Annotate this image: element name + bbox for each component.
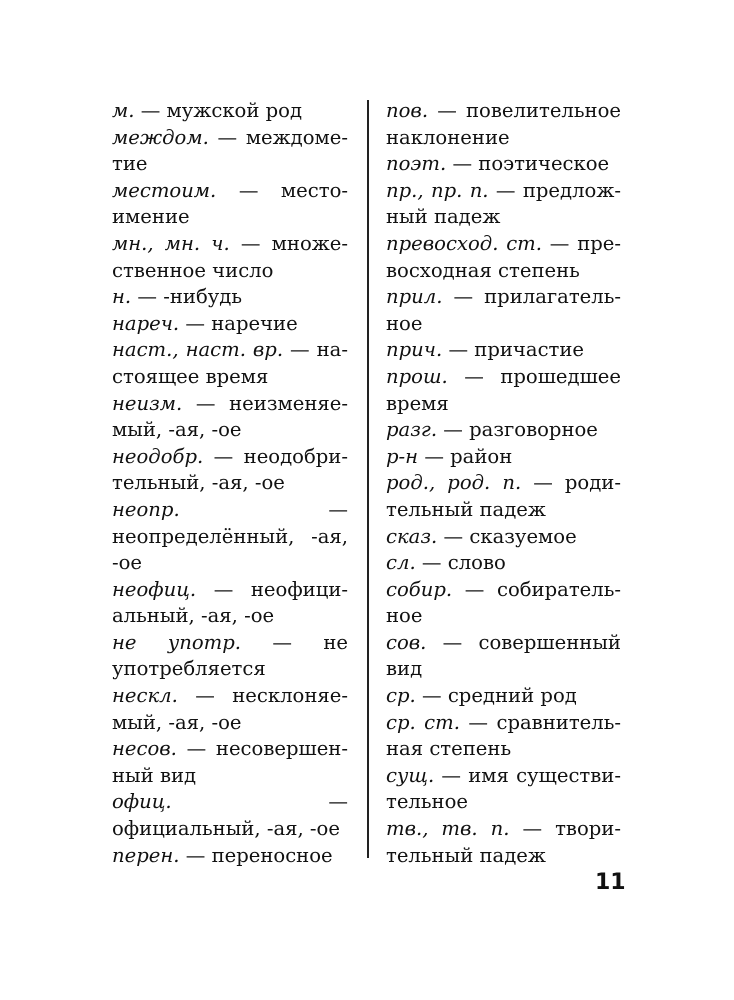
definition: прошедшее время [386, 364, 621, 415]
abbreviation: несов. [112, 737, 177, 761]
definition: несклоняемый, -ая, -ое [112, 684, 348, 734]
abbreviation: пов. [386, 99, 429, 122]
dash: — [185, 843, 206, 867]
definition: переносное [211, 843, 333, 867]
abbreviation-entry [112, 789, 348, 842]
abbreviation-entry [386, 630, 621, 683]
dash: — [421, 551, 442, 575]
definition: предложный падеж [386, 178, 621, 229]
definition: прилагательное [386, 285, 622, 335]
definition: разговорное [469, 418, 598, 442]
dash: — [443, 524, 464, 548]
abbreviation-entry [112, 683, 348, 736]
abbreviation: превосход. ст. [386, 231, 542, 255]
dash: — [195, 684, 215, 708]
dash: — [468, 710, 489, 734]
definition: собирательное [386, 577, 621, 628]
abbreviation: не употр. [112, 630, 241, 654]
abbreviation: сов. [386, 630, 427, 654]
dash: — [140, 99, 161, 122]
dash: — [441, 763, 462, 787]
abbreviation-entry [112, 444, 348, 497]
abbreviation: род., род. п. [386, 471, 522, 495]
dash: — [213, 444, 234, 468]
abbreviation: сл. [386, 551, 416, 575]
left-column [112, 98, 348, 869]
definition: междометие [112, 125, 348, 176]
abbreviation-entry [112, 391, 348, 444]
page-number: 11 [595, 870, 626, 895]
abbreviation: местоим. [112, 178, 217, 202]
abbreviation: прич. [386, 338, 443, 362]
abbreviation-entry [386, 151, 621, 178]
definition: причастие [474, 338, 585, 362]
abbreviation: неизм. [112, 391, 183, 415]
definition: местоимение [112, 178, 348, 229]
abbreviation: прош. [386, 364, 448, 388]
definition: слово [447, 551, 506, 575]
definition: множественное число [112, 231, 349, 282]
dash: — [137, 285, 157, 309]
dash: — [437, 99, 457, 122]
abbreviation: м. [112, 99, 135, 122]
abbreviation: тв., тв. п. [386, 817, 510, 841]
definition: сравнительная степень [386, 710, 621, 761]
dash: — [421, 684, 442, 708]
dash: — [443, 418, 463, 442]
abbreviation-entry [386, 577, 621, 630]
definition: -нибудь [163, 285, 242, 309]
dash: — [464, 364, 484, 388]
dash: — [533, 471, 553, 495]
abbreviation-entry [386, 444, 621, 471]
abbreviation: сказ. [386, 524, 438, 548]
definition: сказуемое [469, 524, 577, 548]
dash: — [290, 338, 310, 362]
abbreviation-entry [386, 98, 621, 151]
dash: — [213, 577, 234, 601]
definition: совершенный вид [386, 630, 621, 681]
dash: — [328, 790, 348, 814]
dash: — [240, 231, 261, 255]
abbreviation: пр., пр. п. [386, 178, 489, 202]
definition: превосходная степень [386, 231, 622, 282]
abbreviation: междом. [112, 125, 209, 149]
definition: неофициальный, -ая, -ое [112, 577, 349, 628]
definition: родительный падеж [386, 471, 621, 521]
abbreviation-entry [386, 364, 621, 417]
abbreviation: ср. [386, 684, 416, 708]
dash: — [442, 630, 463, 654]
column-divider [367, 100, 369, 858]
abbreviation: неофиц. [112, 577, 197, 601]
abbreviation: неодобр. [112, 444, 204, 468]
definition: официальный, -ая, -ое [112, 817, 340, 841]
abbreviation-entry [386, 231, 621, 284]
abbreviation-entry [386, 337, 621, 364]
abbreviation-entry [112, 337, 348, 390]
dash: — [185, 311, 205, 335]
abbreviation-entry [386, 683, 621, 710]
dash: — [452, 152, 473, 176]
definition: настоящее время [112, 338, 348, 388]
abbreviation-entry [386, 470, 621, 523]
abbreviation-entry [112, 497, 348, 577]
abbreviation: офиц. [112, 790, 172, 814]
abbreviation-entry [386, 524, 621, 551]
abbreviation: поэт. [386, 152, 447, 176]
abbreviation-entry [112, 630, 348, 683]
abbreviation-entry [386, 763, 621, 816]
abbreviation-entry [112, 284, 348, 311]
abbreviation: прил. [386, 285, 443, 309]
dash: — [328, 497, 348, 521]
abbreviation: р-н [386, 444, 419, 468]
definition: не употребляется [112, 630, 348, 681]
dash: — [272, 630, 292, 654]
abbreviation: мн., мн. ч. [112, 231, 230, 255]
abbreviation: наст., наст. вр. [112, 338, 284, 362]
abbreviation-entry [112, 311, 348, 338]
abbreviation-entry [386, 550, 621, 577]
definition: средний род [447, 684, 577, 708]
dash: — [424, 444, 444, 468]
abbreviation: нареч. [112, 311, 180, 335]
abbreviation: перен. [112, 843, 180, 867]
abbreviation: ср. ст. [386, 710, 460, 734]
right-column [386, 98, 621, 869]
abbreviation: нескл. [112, 684, 178, 708]
abbreviation-entry [112, 577, 348, 630]
definition: неизменяемый, -ая, -ое [112, 391, 349, 442]
abbreviation-entry [386, 710, 621, 763]
abbreviation-entry [386, 417, 621, 444]
abbreviation-entry [112, 736, 348, 789]
definition: несовершенный вид [112, 737, 348, 787]
abbreviation-entry [112, 98, 348, 125]
definition: поэтическое [478, 152, 610, 176]
definition: наречие [211, 311, 298, 335]
definition: мужской род [166, 99, 303, 122]
dash: — [453, 285, 474, 309]
definition: неодобрительный, -ая, -ое [112, 444, 348, 495]
dash: — [464, 577, 485, 601]
definition: творительный падеж [386, 817, 621, 867]
dash: — [549, 231, 570, 255]
abbreviation: разг. [386, 418, 438, 442]
abbreviation-entry [112, 125, 348, 178]
abbreviation: неопр. [112, 497, 180, 521]
definition: повелительное наклонение [386, 99, 621, 149]
abbreviation: сущ. [386, 763, 435, 787]
abbreviation-entry [386, 284, 621, 337]
abbreviation-entry [386, 816, 621, 869]
abbreviation-entry [386, 178, 621, 231]
dash: — [195, 391, 216, 415]
abbreviation-entry [112, 178, 348, 231]
dash: — [186, 737, 207, 761]
dash: — [238, 178, 259, 202]
abbreviation: собир. [386, 577, 453, 601]
dash: — [217, 125, 238, 149]
dash: — [495, 178, 516, 202]
abbreviation-entry [112, 231, 348, 284]
abbreviation-entry [112, 843, 348, 870]
dash: — [448, 338, 469, 362]
abbreviation: н. [112, 285, 132, 309]
definition: имя существительное [386, 763, 621, 814]
definition: неопределённый, -ая, -ое [112, 524, 348, 575]
definition: район [450, 444, 513, 468]
dash: — [522, 817, 543, 841]
